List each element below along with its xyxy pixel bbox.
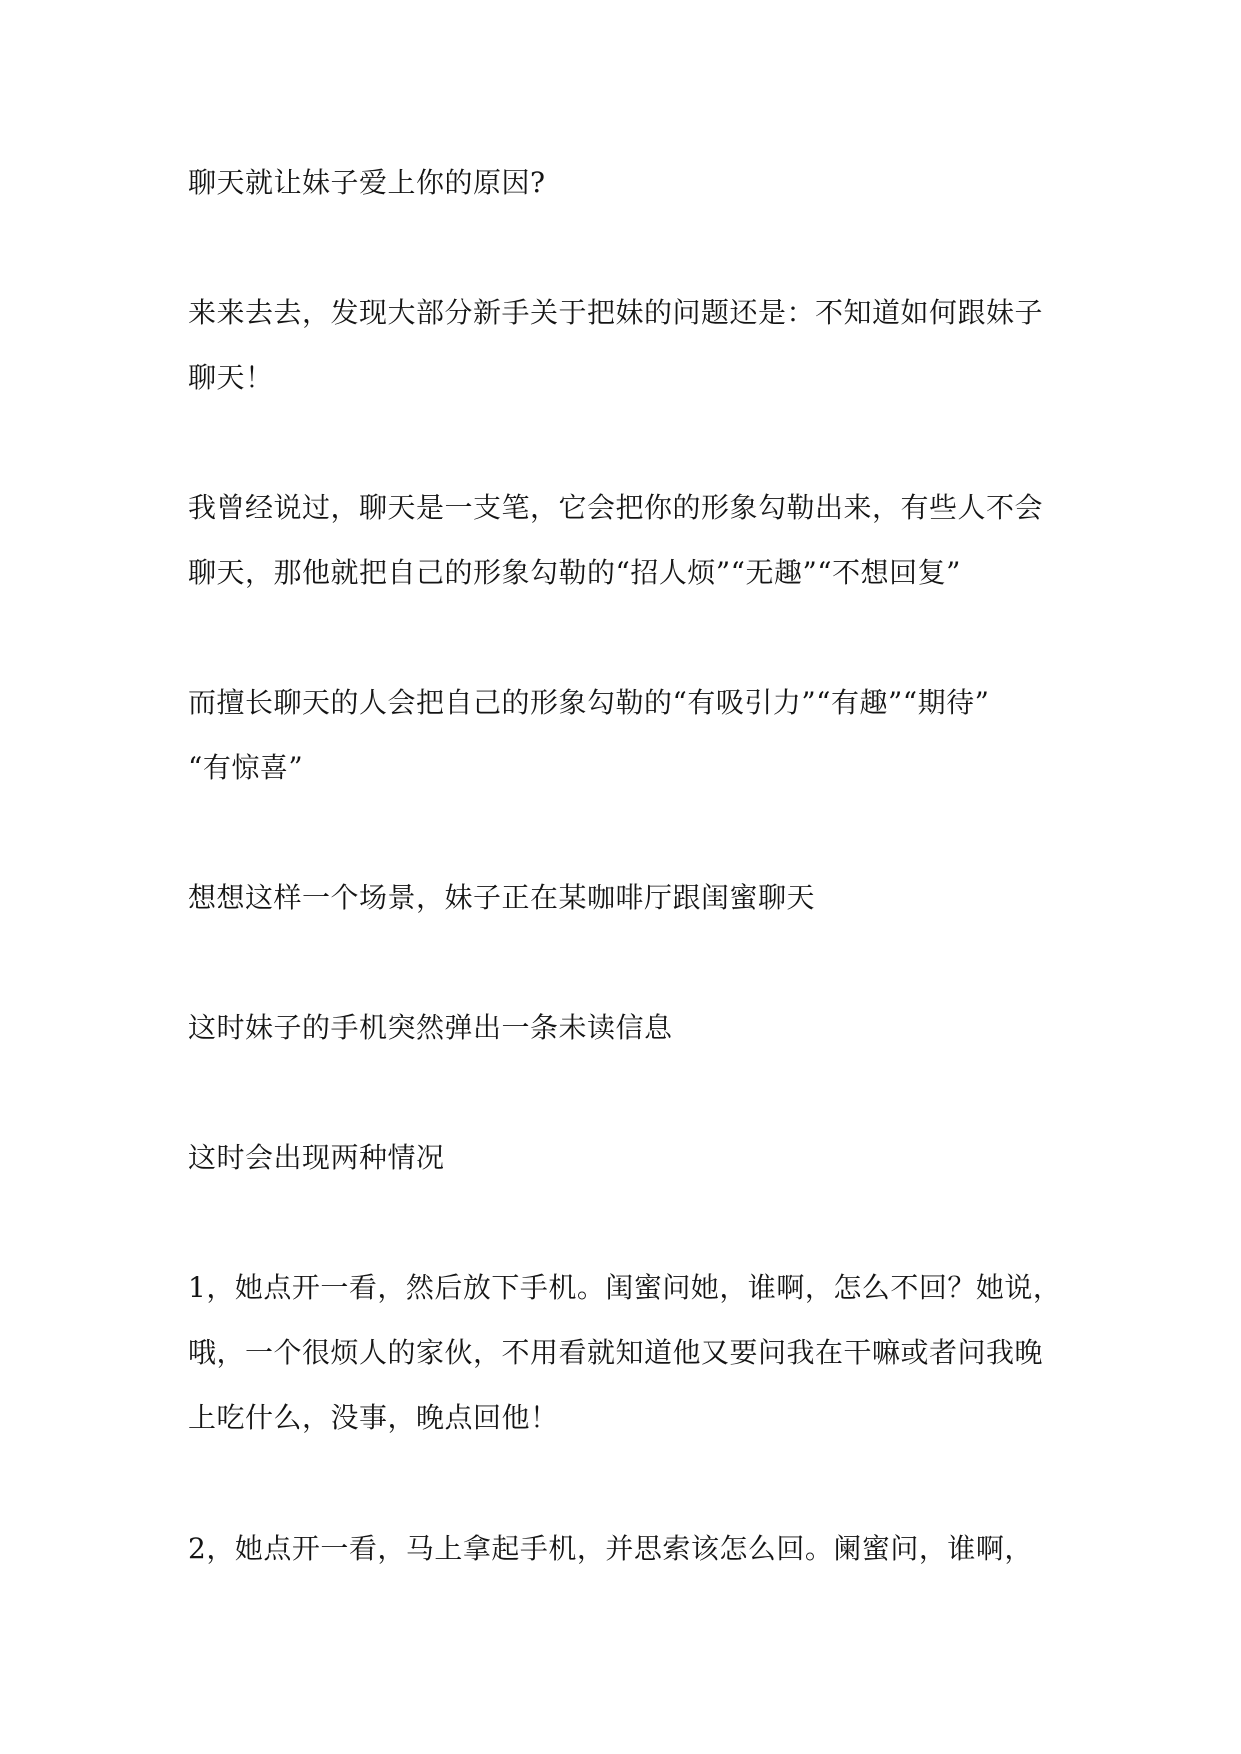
paragraph-good-chatters	[188, 670, 1068, 800]
paragraph-title-question	[188, 150, 1068, 215]
text-line: 2，她点开一看，马上拿起手机，并思索该怎么回。阑蜜问，谁啊，	[188, 1532, 1033, 1565]
text-line: 聊天就让妹子爱上你的原因?	[188, 166, 546, 199]
text-line: 而擅长聊天的人会把自己的形象勾勒的“有吸引力”“有趣”“期待”	[188, 686, 990, 719]
text-line: 1，她点开一看，然后放下手机。闺蜜问她，谁啊，怎么不回？她说，	[188, 1271, 1062, 1304]
text-line: 这时会出现两种情况	[188, 1141, 445, 1174]
text-line: 上吃什么，没事，晚点回他！	[188, 1401, 559, 1434]
text-line: “有惊喜”	[188, 751, 304, 784]
paragraph-situation-two	[188, 1516, 1068, 1581]
paragraph-scenario	[188, 865, 1068, 930]
text-line: 我曾经说过，聊天是一支笔，它会把你的形象勾勒出来，有些人不会	[188, 491, 1044, 524]
paragraph-two-situations	[188, 1125, 1068, 1190]
paragraph-unread-message	[188, 995, 1068, 1060]
text-line: 这时妹子的手机突然弹出一条未读信息	[188, 1011, 673, 1044]
paragraph-chat-is-a-pen	[188, 475, 1068, 605]
text-line: 聊天！	[188, 361, 274, 394]
paragraph-situation-one	[188, 1255, 1068, 1450]
text-line: 想想这样一个场景，妹子正在某咖啡厅跟闺蜜聊天	[188, 881, 816, 914]
text-line: 来来去去，发现大部分新手关于把妹的问题还是：不知道如何跟妹子	[188, 296, 1044, 329]
text-line: 聊天，那他就把自己的形象勾勒的“招人烦”“无趣”“不想回复”	[188, 556, 961, 589]
paragraph-newbie-problem	[188, 280, 1068, 410]
text-line: 哦，一个很烦人的家伙，不用看就知道他又要问我在干嘛或者问我晚	[188, 1336, 1044, 1369]
